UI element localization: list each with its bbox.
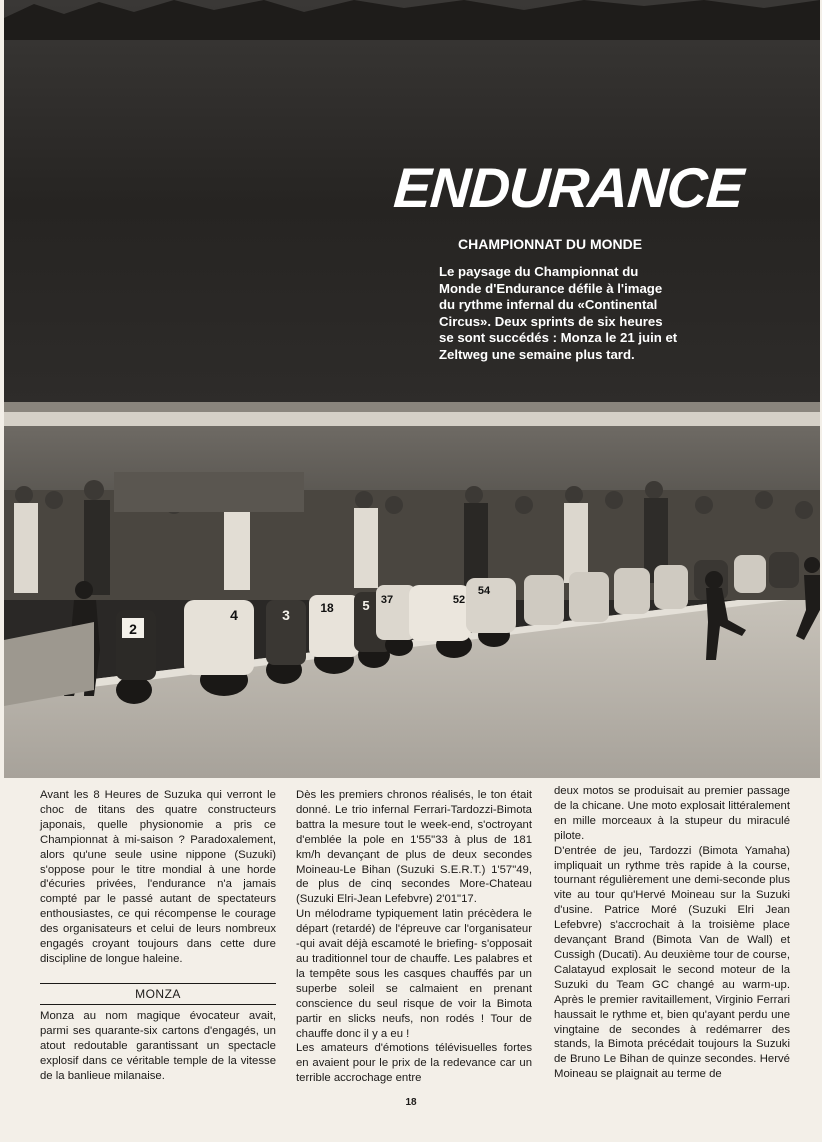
paragraph: Dès les premiers chronos réalisés, le ton était donné. Le trio infernal Ferrari-Tardozzi-Bimota battra la mesure tout le week-end, s'octroyant d'emblée la pole en 1'55"33 à plus de 181 km/h devançant de plus de deux secondes Moineau-Le Bihan (Suzuki S.E.R.T.) 1'57"49, de plus de cinq secondes More-Chateau (Suzuki Elri-Jean Lefebvre) 2'01"17. xyxy=(296,789,532,906)
barrier-fence xyxy=(4,402,820,412)
section-heading-monza: MONZA xyxy=(40,983,276,1005)
back-straight xyxy=(4,412,820,426)
bike-number-18: 18 xyxy=(320,601,334,615)
motorcycle-2 xyxy=(116,610,156,704)
article-subtitle: CHAMPIONNAT DU MONDE xyxy=(458,236,643,252)
article-title: ENDURANCE xyxy=(391,156,746,219)
text-column-1 xyxy=(40,788,276,1083)
bike-number-52: 52 xyxy=(452,594,466,606)
paragraph: Monza au nom magique évocateur avait, parmi ses quarante-six cartons d'engagés, un atout redoutable garantissant un spectacle explosif dans ce véritable temple de la vitesse de la banlieue milanaise. xyxy=(40,1009,276,1082)
bike-number-37: 37 xyxy=(380,594,394,606)
page-number: 18 xyxy=(405,1097,417,1108)
bike-number-2: 2 xyxy=(129,621,137,637)
paragraph: D'entrée de jeu, Tardozzi (Bimota Yamaha) impliquait un rythme très rapide à la course, tournant régulièrement une demi-seconde plus vite au tour qu'Hervé Moineau sur la Suzuki d'usine. Patrice Moré (Suzuki Elri Jean Lefebvre) s'accrochait à la troisième place devançant Brand (Bimota Van de Wall) et Cussigh (Ducati). Au deuxième tour de course, Calatayud explosait le second moteur de la Suzuki du Team GC changé au warm-up. Après le premier ravitaillement, Virginio Ferrari haussait le rythme et, bien qu'ayant perdu une vingtaine de secondes à redémarrer des stands, la Bimota précédait toujours la Suzuki de Bruno Le Bihan de quinze secondes. Hervé Moineau se plaignait au terme de xyxy=(554,844,790,1081)
bike-number-5: 5 xyxy=(362,598,370,613)
paragraph: deux motos se produisait au premier passage de la chicane. Une moto explosait littéralement en mille morceaux à la stupeur du miraculé pilote. xyxy=(554,785,790,842)
motorcycle-18 xyxy=(309,595,359,674)
text-column-2 xyxy=(296,788,532,1086)
paragraph: Avant les 8 Heures de Suzuka qui verront le choc de titans des quatre constructeurs japonais, quelle physionomie a pris ce Championnat à mi-saison ? Paradoxalement, alors qu'une seule usine nippone (Suzuki) s'oppose pour le titre mondial à une horde d'écuries privées, l'endurance n'a jamais compté par le passé autant de spectateurs enthousiastes, ce qui récompense le courage des organisateurs et celui de leurs nombreux engagés croyant toujours dans cette dure discipline de longue haleine. xyxy=(40,789,276,965)
bike-number-3: 3 xyxy=(282,607,290,623)
text-column-3 xyxy=(554,784,790,1082)
article-intro: Le paysage du Championnat du Monde d'Endurance défile à l'image du rythme infernal du «Continental Circus». Deux sprints de six heures se sont succédés : Monza le 21 juin et Zeltweg une semaine plus tard. xyxy=(439,264,678,362)
sponsor-banner xyxy=(114,472,304,512)
paragraph: Un mélodrame typiquement latin précèdera le départ (retardé) de l'épreuve car l'organisateur -qui avait déjà escamoté le briefing- s'opposait au traditionnel tour de chauffe. Les palabres et la tempête sous les casques chauffés par un superbe soleil se calmaient en prenant conscience du seul risque de voir la Bimota partir en slicks neufs, non rodés ! Tour de chauffe donc il y a eu ! xyxy=(296,908,532,1040)
bike-number-54: 54 xyxy=(477,585,491,597)
paragraph: Les amateurs d'émotions télévisuelles fortes en avaient pour le prix de la redevance car un terrible accrochage entre xyxy=(296,1042,532,1085)
race-photo-illustration xyxy=(4,0,820,778)
race-start-photo xyxy=(4,0,820,778)
motorcycle-3 xyxy=(266,600,306,684)
bike-number-4: 4 xyxy=(230,607,238,623)
